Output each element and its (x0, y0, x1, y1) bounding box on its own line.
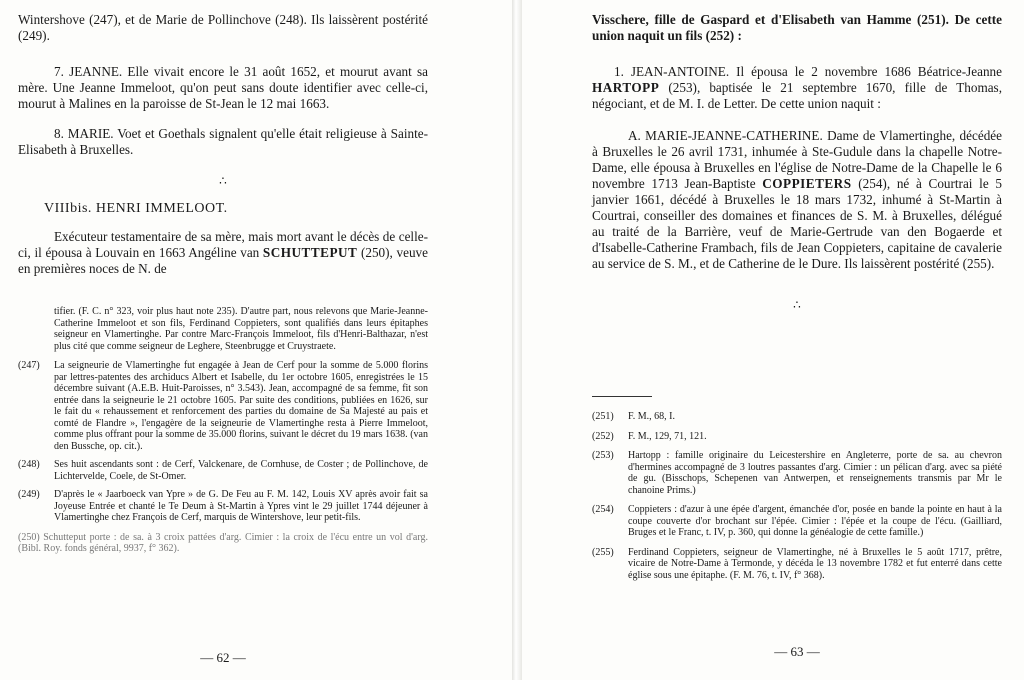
left-paragraph-top: Wintershove (247), et de Marie de Pollinchove (248). Ils laissèrent postérité (249). (18, 12, 428, 43)
footnote-252 (592, 431, 1002, 443)
left-paragraph-henri (18, 229, 428, 277)
footnote-number: (249) (18, 489, 40, 500)
footnote-text: F. M., 129, 71, 121. (628, 430, 707, 442)
henri-text-a: Exécuteur testamentaire de sa mère, mais mort avant le décès de celle-ci, il épousa à Louvain en 1663 Angéline van (18, 229, 428, 260)
footnote-250: (250) Schutteput porte : de sa. à 3 croix pattées d'arg. Cimier : la croix de l'écu entre un vol d'arg. (Bibl. Roy. fonds général, 9937, f° 362). (18, 531, 428, 554)
right-footnotes (592, 396, 1002, 581)
footnote-continued: tifier. (F. C. n° 323, voir plus haut note 235). D'autre part, nous relevons que Marie-Jeanne-Catherine Immeloot et son fils, Ferdinand Coppieters, sont qualifiés dans leurs épitaphes seigneur en Vlamertinghe. Par contre Marc-François Immeloot, fils d'Henri-Balthazar, n'est plus cité que comme seigneur de Leghere, Steenbrugge et Cruystraete. (54, 306, 428, 352)
henri-text-b: (250), veuve en premières noces de N. de (18, 245, 428, 276)
marie-jeanne-spouse-name: COPPIETERS (762, 176, 852, 191)
footnote-255 (592, 547, 1002, 582)
footnote-text: D'après le « Jaarboeck van Ypre » de G. De Feu au F. M. 142, Louis XV après avoir fait sa Joyeuse Entrée et chanté le Te Deum à St-Martin à Ypres vint le 29 juillet 1744 déjeuner à Vlamertinghe chez François de Cerf, marquis de Wintershove, leur petit-fils. (54, 489, 428, 523)
right-page (522, 0, 1024, 680)
footnote-254 (592, 504, 1002, 539)
footnote-number: (254) (592, 504, 614, 515)
footnote-number: (247) (18, 360, 40, 371)
left-main-text (18, 12, 428, 277)
footnote-number: (252) (592, 430, 614, 442)
footnote-248 (18, 459, 428, 482)
footnote-text: Ses huit ascendants sont : de Cerf, Valckenare, de Cornhuse, de Coster ; de Pollinchove, de Lichtervelde, Coele, de St-Omer. (54, 459, 428, 482)
footnote-253 (592, 450, 1002, 496)
footnote-247 (18, 360, 428, 452)
marie-jeanne-text-b: (254), né à Courtrai le 5 janvier 1661, décédé à Bruxelles le 18 mars 1732, inhumé à St-Martin à Courtrai, conseiller des domaines et finances de S. M. à Bruxelles, délégué au traité de la Barrière, veuf de Marie-Gertrude van den Bogaerde et d'Isabelle-Catherine Frambach, fils de Jean Coppieters, capitaine de cavalerie au service de S. M., et de Catherine de le Dure. Ils laissèrent postérité (255). (592, 176, 1002, 271)
footnote-number: (248) (18, 459, 40, 470)
footnote-number: (253) (592, 450, 614, 461)
book-gutter (512, 0, 522, 680)
right-page-number: — 63 — (774, 644, 820, 659)
left-footnotes (18, 306, 428, 555)
marie-jeanne-text-a: A. MARIE-JEANNE-CATHERINE. Dame de Vlamertinghe, décédée à Bruxelles le 26 avril 1731, inhumée à Ste-Gudule dans la chapelle Notre-Dame, elle épousa à Bruxelles en l'église de Notre-Dame de la Chapelle le 6 novembre 1713 Jean-Baptiste (592, 128, 1002, 191)
right-paragraph-jean-antoine (592, 64, 1002, 112)
left-page-number: — 62 — (200, 650, 246, 665)
footnote-249 (18, 489, 428, 524)
footnote-251 (592, 411, 1002, 423)
left-section-heading: VIIIbis. HENRI IMMELOOT. (44, 201, 228, 216)
footnote-text: F. M., 68, I. (628, 411, 675, 422)
footnote-text: La seigneurie de Vlamertinghe fut engagée à Jean de Cerf pour la somme de 5.000 florins par lettres-patentes des archiducs Albert et Isabelle, du 1er octobre 1605, enregistrées le 15 décembre suivant (A.E.B. Huit-Paroisses, n° 3.543). Jean, accompagné de sa femme, fit son entrée dans la seigneurie le 21 octobre 1605. Par suite des conditions, publiées en 1626, sur le fait du « rehaussement et renforcement des parties du domaine de Sa Majesté au pais et comté de Flandre », l'engagère de la seigneurie de Vlamertinghe resta à Pierre Immeloot, comme plus offrant pour la somme de 35.000 florins, suivant le décret du 19 mars 1638. (van den Bussche, op. cit.). (54, 360, 428, 452)
footnote-rule (592, 396, 652, 397)
footnote-text: Ferdinand Coppieters, seigneur de Vlamertinghe, né à Bruxelles le 5 août 1717, prêtre, vicaire de Notre-Dame à Termonde, y décéda le 13 novembre 1782 et fut enterré dans cette église sous une épitaphe. (F. M. 76, t. IV, f° 368). (628, 546, 1002, 581)
right-main-text (592, 12, 1002, 313)
right-section-ornament: ∴ (793, 298, 801, 312)
right-paragraph-top: Visschere, fille de Gaspard et d'Elisabeth van Hamme (251). De cette union naquit un fils (252) : (592, 12, 1002, 43)
right-paragraph-marie-jeanne (592, 128, 1002, 272)
henri-spouse-name: SCHUTTEPUT (262, 245, 358, 260)
left-paragraph-jeanne: 7. JEANNE. Elle vivait encore le 31 août 1652, et mourut avant sa mère. Une Jeanne Immeloot, qu'on peut sans doute identifier avec celle-ci, mourut à Malines en la paroisse de St-Jean le 12 mai 1663. (18, 64, 428, 111)
jean-antoine-text-b: (253), baptisée le 21 septembre 1670, fille de Thomas, négociant, et de M. I. de Letter. De cette union naquit : (592, 80, 1002, 111)
jean-antoine-spouse-name: HARTOPP (592, 80, 660, 95)
jean-antoine-text-a: 1. JEAN-ANTOINE. Il épousa le 2 novembre 1686 Béatrice-Jeanne (614, 64, 1002, 79)
footnote-number: (251) (592, 411, 614, 422)
left-section-ornament: ∴ (219, 174, 227, 188)
footnote-text: Hartopp : famille originaire du Leicestershire en Angleterre, porte de sa. au chevron d'hermines accompagné de 3 loutres passantes d'arg. Cimier : un pélican d'arg. avec sa piété de gu. (Bisschops, Schepenen van Antwerpen, et renseignements transmis par Mr le chanoine Prims.) (628, 450, 1002, 496)
footnote-number: (255) (592, 546, 614, 558)
footnote-text: Coppieters : d'azur à une épée d'argent, émanchée d'or, posée en bande la pointe en haut à la coupe couverte d'or brochant sur l'épée. Cimier : l'épée et la coupe de l'écu. (Gailliard, Bruges et le Franc, t. IV, p. 360, qui donne la généalogie de cette famille.) (628, 504, 1002, 538)
left-paragraph-marie: 8. MARIE. Voet et Goethals signalent qu'elle était religieuse à Sainte-Elisabeth à Bruxelles. (18, 126, 428, 157)
